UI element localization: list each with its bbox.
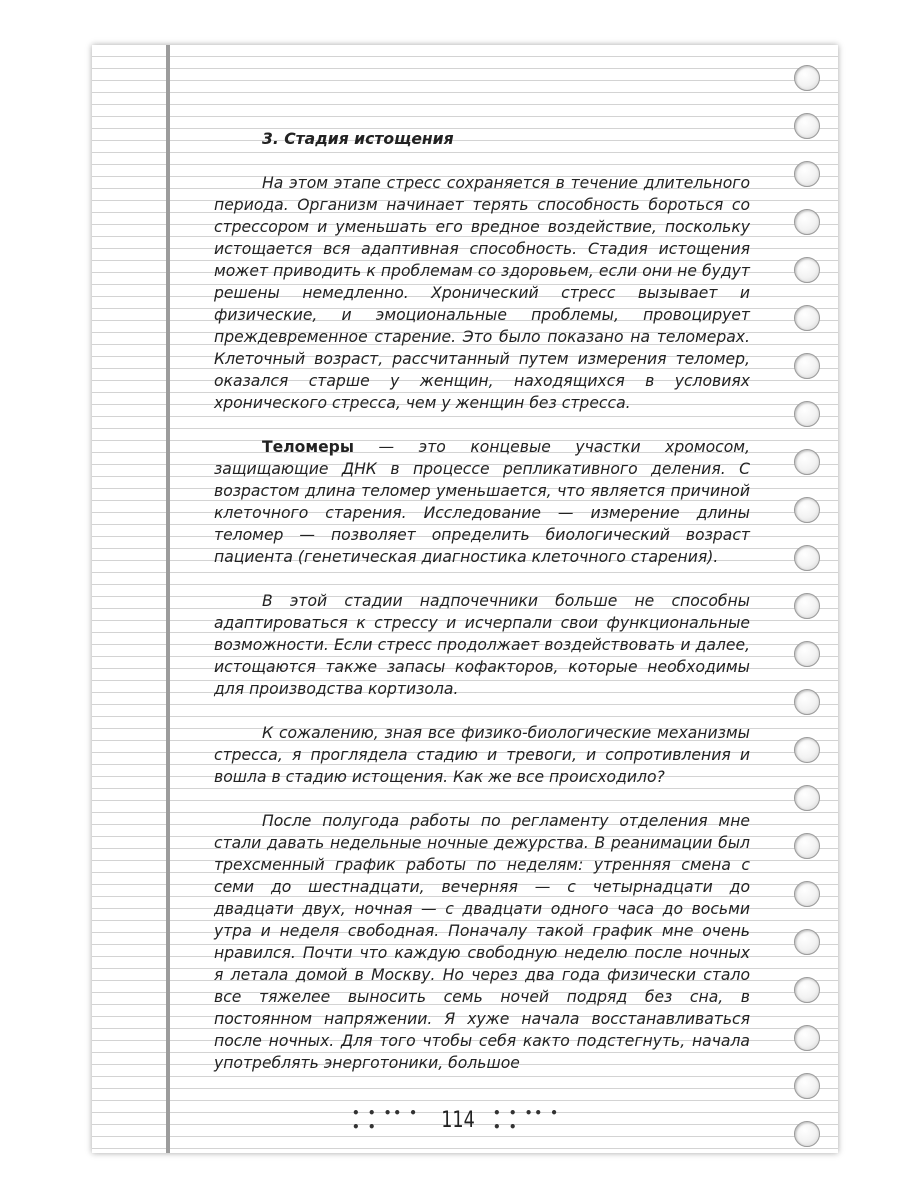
page-number: 114 (441, 1107, 475, 1133)
binder-hole-icon (794, 593, 820, 619)
binder-holes (794, 65, 824, 1145)
notebook-page (92, 45, 838, 1153)
binder-hole-icon (794, 113, 820, 139)
binder-hole-icon (794, 737, 820, 763)
margin-line (166, 45, 170, 1153)
page-content (214, 128, 750, 1096)
binder-hole-icon (794, 1025, 820, 1051)
binder-hole-icon (794, 1121, 820, 1147)
binder-hole-icon (794, 1073, 820, 1099)
binder-hole-icon (794, 257, 820, 283)
footer-dots-left: • • •• • • • (352, 1106, 419, 1134)
binder-hole-icon (794, 545, 820, 571)
binder-hole-icon (794, 305, 820, 331)
binder-hole-icon (794, 449, 820, 475)
binder-hole-icon (794, 929, 820, 955)
section-heading: 3. Стадия истощения (262, 130, 454, 148)
binder-hole-icon (794, 401, 820, 427)
binder-hole-icon (794, 833, 820, 859)
binder-hole-icon (794, 881, 820, 907)
binder-hole-icon (794, 641, 820, 667)
telomeres-definition: — это концевые участки хромосом, защищающие ДНК в процессе репликативного деления. С возрастом длина теломер уменьшается, что является причиной клеточного старения. Исследование — измерение длины теломер — позволяет определить биологический возраст пациента (генетическая диагностика клеточного старения). (214, 438, 750, 566)
paragraph-adrenals: В этой стадии надпочечники больше не способны адаптироваться к стрессу и исчерпали свои функциональные возможности. Если стресс продолжает воздействовать и далее, истощаются также запасы кофакторов, которые необходимы для производства кортизола. (214, 592, 750, 698)
binder-hole-icon (794, 209, 820, 235)
binder-hole-icon (794, 65, 820, 91)
binder-hole-icon (794, 785, 820, 811)
binder-hole-icon (794, 689, 820, 715)
term-telomeres: Теломеры (262, 438, 354, 456)
footer-dots-right: • • •• • • • (493, 1106, 560, 1134)
paragraph-telomeres (214, 436, 750, 568)
page-footer (352, 1105, 564, 1135)
binder-hole-icon (794, 161, 820, 187)
binder-hole-icon (794, 497, 820, 523)
binder-hole-icon (794, 977, 820, 1003)
paragraph-exhaustion-stage: На этом этапе стресс сохраняется в течение длительного периода. Организм начинает терять способность бороться со стрессором и уменьшать его вредное воздействие, поскольку истощается вся адаптивная способность. Стадия истощения может приводить к проблемам со здоровьем, если они не будут решены немедленно. Хронический стресс вызывает и физические, и эмоциональные проблемы, провоцирует преждевременное старение. Это было показано на теломерах. Клеточный возраст, рассчитанный путем измерения теломер, оказался старше у женщин, находящихся в условиях хронического стресса, чем у женщин без стресса. (214, 174, 750, 412)
paragraph-night-shifts: После полугода работы по регламенту отделения мне стали давать недельные ночные дежурства. В реанимации был трехсменный график работы по неделям: утренняя смена с семи до шестнадцати, вечерняя — с четырнадцати до двадцати двух, ночная — с двадцати одного часа до восьми утра и неделя свободная. Поначалу такой график мне очень нравился. Почти что каждую свободную неделю после ночных я летала домой в Москву. Но через два года физически стало все тяжелее выносить семь ночей подряд без сна, в постоянном напряжении. Я хуже начала восстанавливаться после ночных. Для того чтобы себя както подстегнуть, начала употреблять энерготоники, большое (214, 812, 750, 1072)
paragraph-regret: К сожалению, зная все физико-биологические механизмы стресса, я проглядела стадию и тревоги, и сопротивления и вошла в стадию истощения. Как же все происходило? (214, 724, 750, 786)
binder-hole-icon (794, 353, 820, 379)
